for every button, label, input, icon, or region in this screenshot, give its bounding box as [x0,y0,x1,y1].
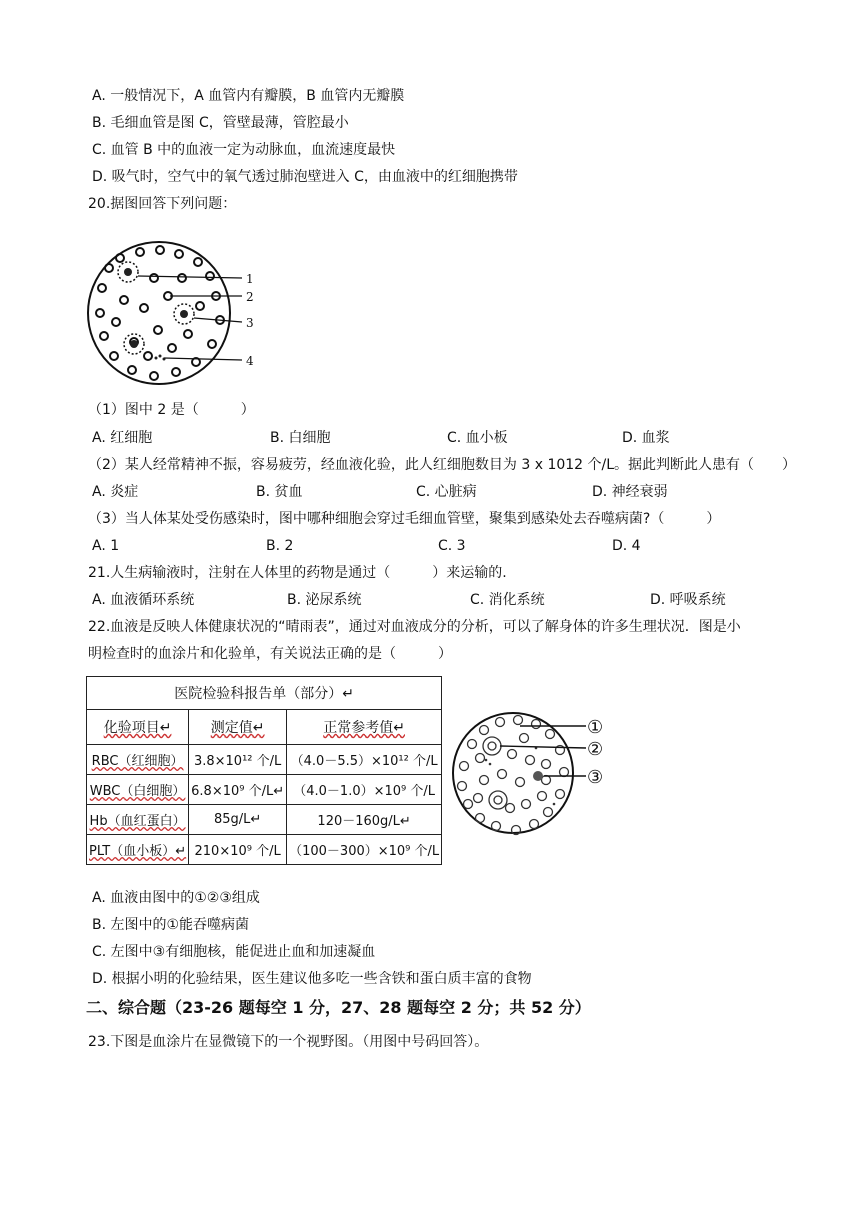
report-cell-measured: 6.8×10⁹ 个/L↵ [189,775,287,805]
figure1-label-2: 2 [246,290,254,304]
figure2-label-3: ③ [587,767,604,788]
report-header-item: 化验项目↵ [87,710,189,745]
q21-stem: 21.人生病输液时，注射在人体里的药物是通过（ ）来运输的. [88,565,507,581]
report-cell-item: WBC（白细胞） [87,775,189,805]
q19-option-c: C. 血管 B 中的血液一定为动脉血，血流速度最快 [92,142,396,158]
report-header-reference: 正常参考值↵ [287,710,442,745]
figure1-label-3: 3 [246,316,254,330]
q20-sub1-option-b: B. 白细胞 [270,430,331,446]
q22-stem-line1: 22.血液是反映人体健康状况的“晴雨表”，通过对血液成分的分析，可以了解身体的许多生理状况．图是小 [88,619,741,635]
q22-stem-line2: 明检查时的血涂片和化验单，有关说法正确的是（ ） [88,646,452,662]
q20-stem: 20.据图回答下列问题： [88,196,237,212]
report-cell-measured: 210×10⁹ 个/L [189,835,287,865]
figure1-label-4: 4 [246,354,254,368]
q19-option-b: B. 毛细血管是图 C，管壁最薄，管腔最小 [92,115,349,131]
report-cell-reference: （100－300）×10⁹ 个/L [287,835,442,865]
q21-option-c: C. 消化系统 [470,592,545,608]
table-row [87,835,442,865]
report-cell-reference: 120－160g/L↵ [287,805,442,835]
figure2-label-2: ② [587,739,604,760]
blood-smear-figure-1 [84,238,274,398]
section-heading: 二、综合题（23-26 题每空 1 分，27、28 题每空 2 分；共 52 分） [86,998,591,1017]
report-cell-item: PLT（血小板）↵ [87,835,189,865]
table-row [87,805,442,835]
q22-option-c: C. 左图中③有细胞核，能促进止血和加速凝血 [92,944,376,960]
q20-sub1-option-a: A. 红细胞 [92,430,153,446]
figure2-label-1: ① [587,717,604,738]
table-row [87,775,442,805]
report-title: 医院检验科报告单（部分）↵ [87,677,442,710]
q20-sub1-option-c: C. 血小板 [447,430,508,446]
q20-sub3-option-b: B. 2 [266,538,294,554]
report-cell-reference: （4.0－5.5）×10¹² 个/L [287,745,442,775]
report-cell-item: RBC（红细胞） [87,745,189,775]
q20-sub2-option-b: B. 贫血 [256,484,303,500]
report-cell-item: Hb（血红蛋白） [87,805,189,835]
q20-sub3-option-d: D. 4 [612,538,641,554]
q22-option-a: A. 血液由图中的①②③组成 [92,890,260,906]
q19-option-a: A. 一般情况下，A 血管内有瓣膜，B 血管内无瓣膜 [92,88,405,104]
figure1-label-1: 1 [246,272,254,286]
q20-sub2-stem: （2）某人经常精神不振，容易疲劳，经血液化验，此人红细胞数目为 3 x 1012 个/L。据此判断此人患有（ ） [88,457,797,473]
table-row [87,745,442,775]
q19-option-d: D. 吸气时，空气中的氧气透过肺泡壁进入 C，由血液中的红细胞携带 [92,169,518,185]
report-cell-reference: （4.0－1.0）×10⁹ 个/L [287,775,442,805]
q20-sub2-option-a: A. 炎症 [92,484,139,500]
report-cell-measured: 3.8×10¹² 个/L [189,745,287,775]
blood-smear-figure-2 [450,708,620,842]
q22-option-b: B. 左图中的①能吞噬病菌 [92,917,250,933]
q20-sub1-option-d: D. 血浆 [622,430,670,446]
q20-sub3-option-c: C. 3 [438,538,466,554]
q20-sub1-stem: （1）图中 2 是（ ） [88,402,255,418]
q23-stem: 23.下图是血涂片在显微镜下的一个视野图。（用图中号码回答）。 [88,1034,489,1050]
q22-option-d: D. 根据小明的化验结果，医生建议他多吃一些含铁和蛋白质丰富的食物 [92,971,532,987]
q20-sub3-stem: （3）当人体某处受伤感染时，图中哪种细胞会穿过毛细血管壁，聚集到感染处去吞噬病菌?（ ） [88,511,721,527]
q21-option-d: D. 呼吸系统 [650,592,726,608]
lab-report-table [86,676,442,865]
q20-sub2-option-d: D. 神经衰弱 [592,484,668,500]
q21-option-a: A. 血液循环系统 [92,592,195,608]
q20-sub2-option-c: C. 心脏病 [416,484,477,500]
q21-option-b: B. 泌尿系统 [287,592,362,608]
report-header-measured: 测定值↵ [189,710,287,745]
report-cell-measured: 85g/L↵ [189,805,287,835]
q20-sub3-option-a: A. 1 [92,538,120,554]
